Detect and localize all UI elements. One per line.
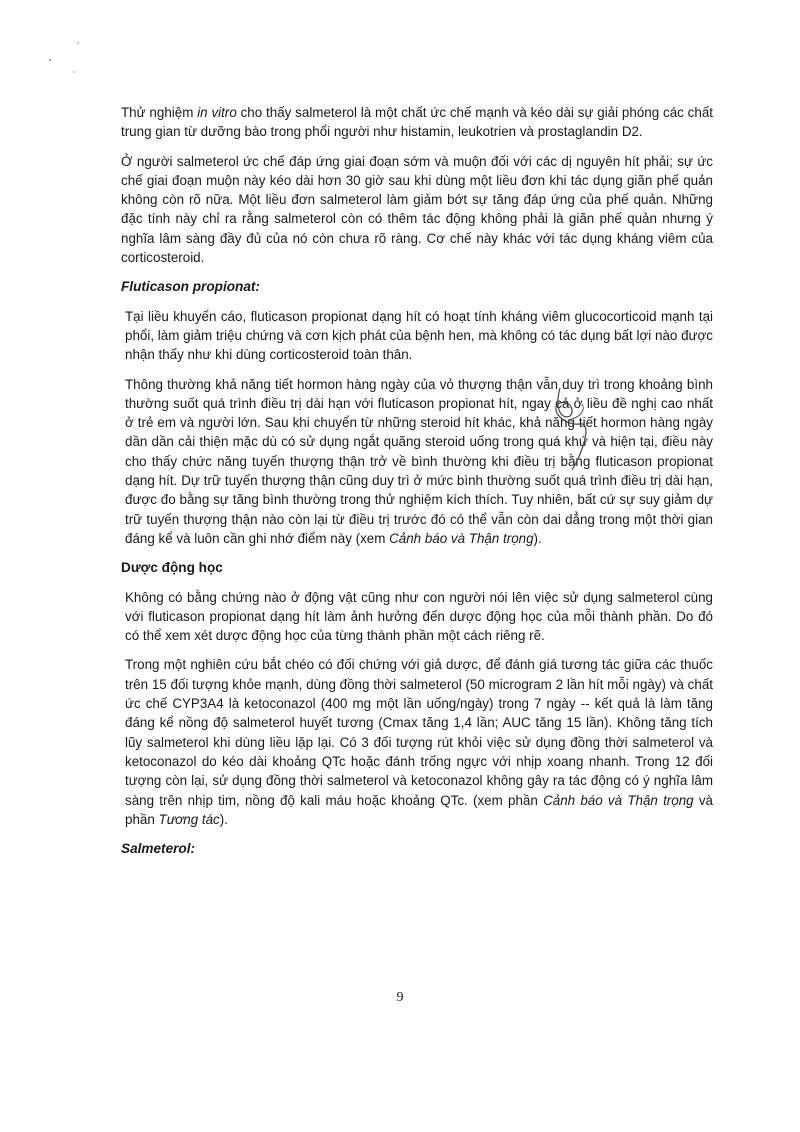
text-run: cho thấy salmeterol là một chất ức chế mạnh và kéo dài sự giải phóng các chất trung gian từ dưỡng bào trong phổi người như histamin, leukotrien và prostaglandin D2. (121, 105, 713, 140)
italic-text: Tương tác (158, 811, 220, 827)
text-run: và phần (125, 792, 713, 827)
text-run: ). (219, 811, 228, 827)
page-number: 9 (396, 990, 404, 1005)
paragraph-crossover-study (125, 655, 713, 829)
italic-text: Cảnh báo và Thận trọng (389, 530, 534, 546)
italic-text: in vitro (197, 105, 237, 120)
text-run: ). (533, 530, 542, 546)
text-run: Thông thường khả năng tiết hormon hàng ngày của vỏ thượng thận vẫn duy trì trong khoảng bình thường suốt quá trình điều trị dài hạn với fluticason propionat hít, ngay cả ở liều đề nghị cao nhất ở trẻ em và người lớn. Sau khi chuyển từ những steroid hít khác, khả năng tiết hormon hàng ngày dần dần cải thiện mặc dù có sử dụng ngắt quãng steroid uống trong quá khứ và hiện tại, điều này cho thấy chức năng tuyến thượng thận trở về bình thường khi điều trị bằng fluticason propionat dạng hít. Dự trữ tuyến thượng thận cũng duy trì ở mức bình thường suốt quá trình điều trị dài hạn, được đo bằng sự tăng bình thường trong thử nghiệm kích thích. Tuy nhiên, bất cứ sự suy giảm dự trữ tuyến thượng thận nào còn lại từ điều trị trước đó có thể vẫn còn dai dẳng trong một thời gian đáng kể và luôn cần ghi nhớ điểm này (xem (125, 376, 713, 546)
text-run: Trong một nghiên cứu bắt chéo có đối chứng với giả dược, để đánh giá tương tác giữa các thuốc trên 15 đối tượng khỏe mạnh, dùng đồng thời salmeterol (50 microgram 2 lần hít mỗi ngày) và chất ức chế CYP3A4 là ketoconazol (400 mg một lần uống/ngày) trong 7 ngày -- kết quả là làm tăng đáng kể nồng độ salmeterol huyết tương (Cmax tăng 1,4 lần; AUC tăng 15 lần). Không tăng tích lũy salmeterol khi dùng liều lặp lại. Có 3 đối tượng rút khỏi việc sử dụng đồng thời salmeterol và ketoconazol do kéo dài khoảng QTc hoặc đánh trống ngực với nhịp xoang nhanh. Trong 12 đối tượng còn lại, sử dụng đồng thời salmeterol và ketoconazol không gây ra tác động có ý nghĩa lâm sàng trên nhịp tim, nồng độ kali máu hoặc khoảng QTc. (xem phần (125, 657, 713, 808)
paragraph-inhibition: Ở người salmeterol ức chế đáp ứng giai đoạn sớm và muộn đối với các dị nguyên hít phải; sự ức chế giai đoạn muộn này kéo dài hơn 30 giờ sau khi dùng một liều đơn khi tác dụng giãn phế quản không còn rõ nữa. Một liều đơn salmeterol làm giảm bớt sự tăng đáp ứng của phế quản. Những đặc tính này chỉ ra rằng salmeterol còn có thêm tác động không phải là giãn phế quản nhưng ý nghĩa lâm sàng đầy đủ của nó còn chưa rõ ràng. Cơ chế này khác với tác dụng kháng viêm của corticosteroid. (121, 153, 713, 266)
paragraph-invitro (121, 103, 713, 142)
text-run: Thử nghiệm (121, 105, 198, 120)
scan-specks (0, 0, 120, 80)
heading-fluticason: Fluticason propionat: (121, 279, 260, 295)
italic-text: Cảnh báo và Thận trọng (543, 792, 694, 808)
paragraph-fluticason-dose: Tại liều khuyến cáo, fluticason propionat dạng hít có hoạt tính kháng viêm glucocorticoid mạnh tại phổi, làm giảm triệu chứng và cơn kịch phát của bệnh hen, mà không có tác dụng bất lợi nào được nhận thấy như khi dùng corticosteroid toàn thân. (125, 308, 713, 363)
handwritten-signature (510, 380, 650, 490)
heading-salmeterol: Salmeterol: (121, 841, 196, 857)
paragraph-no-evidence: Không có bằng chứng nào ở động vật cũng như con người nói lên việc sử dụng salmeterol cùng với fluticason propionat dạng hít làm ảnh hưởng đến dược động học của mỗi thành phần. Do đó có thể xem xét dược động học của từng thành phần một cách riêng rẽ. (125, 589, 713, 644)
heading-pharmacokinetics: Dược động học (121, 560, 223, 576)
